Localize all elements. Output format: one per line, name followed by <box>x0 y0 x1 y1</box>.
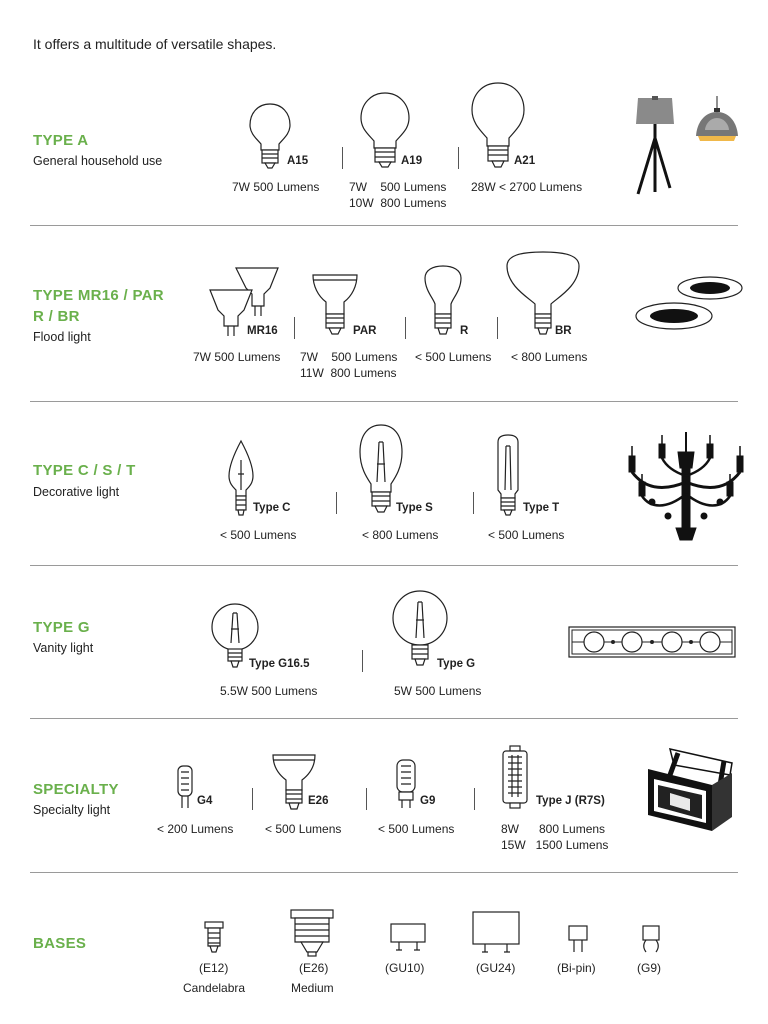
section-title-bases: BASES <box>33 935 87 952</box>
lumens-type-g: 5W 500 Lumens <box>394 684 482 698</box>
section-subtitle-specialty: Specialty light <box>33 803 111 817</box>
lumens-e26: < 500 Lumens <box>265 822 342 836</box>
r-bulb-icon <box>421 264 465 342</box>
lumens-a19-line2: 10W 800 Lumens <box>349 196 447 210</box>
bulb-label-par: PAR <box>353 325 377 337</box>
g4-bulb-icon <box>175 764 195 810</box>
divider <box>405 317 406 339</box>
divider <box>458 147 459 169</box>
section-divider <box>30 718 738 719</box>
recessed-light-icon <box>634 274 744 334</box>
lumens-type-t: < 500 Lumens <box>488 528 565 542</box>
bulb-label-a15: A15 <box>287 155 309 167</box>
section-subtitle-type-a: General household use <box>33 154 163 168</box>
gu24-base-icon <box>471 910 521 954</box>
e12-base-icon <box>202 920 226 956</box>
lumens-par-line2: 11W 800 Lumens <box>300 366 397 380</box>
divider <box>473 492 474 514</box>
divider <box>252 788 253 810</box>
base-code-g9: (G9) <box>637 961 661 975</box>
g9-bulb-icon <box>393 758 419 810</box>
bi-pin-base-icon <box>567 924 589 954</box>
section-divider <box>30 401 738 402</box>
gu10-base-icon <box>389 922 427 952</box>
vanity-bar-icon <box>568 626 736 658</box>
e26-base-icon <box>289 908 335 958</box>
section-title-specialty: SPECIALTY <box>33 781 119 798</box>
bulb-label-br: BR <box>555 325 572 337</box>
base-code-e26: (E26) <box>299 961 329 975</box>
lumens-par-line1: 7W 500 Lumens <box>300 350 398 364</box>
section-divider <box>30 225 738 226</box>
lumens-g4: < 200 Lumens <box>157 822 234 836</box>
floor-lamp-icon <box>630 96 680 196</box>
divider <box>474 788 475 810</box>
bulb-label-r: R <box>460 325 469 337</box>
divider <box>336 492 337 514</box>
base-code-bi-pin: (Bi-pin) <box>557 961 596 975</box>
g9-base-icon <box>640 924 662 954</box>
a15-bulb-icon <box>248 103 292 171</box>
lumens-type-c: < 500 Lumens <box>220 528 297 542</box>
bulb-label-type-t: Type T <box>523 502 560 514</box>
bulb-label-type-c: Type C <box>253 502 291 514</box>
base-code-gu10: (GU10) <box>385 961 425 975</box>
bulb-label-g4: G4 <box>197 795 213 807</box>
section-title-mr16-line1: TYPE MR16 / PAR <box>33 287 164 304</box>
chandelier-icon <box>622 432 750 542</box>
bulb-label-g9: G9 <box>420 795 436 807</box>
type-c-bulb-icon <box>226 440 256 520</box>
bulb-label-type-j: Type J (R7S) <box>536 795 605 807</box>
floodlight-icon <box>640 745 740 833</box>
lumens-r: < 500 Lumens <box>415 350 492 364</box>
lumens-type-j-line1: 8W 800 Lumens <box>501 822 606 836</box>
section-subtitle-type-g: Vanity light <box>33 641 94 655</box>
section-title-type-g: TYPE G <box>33 619 90 636</box>
lumens-a21: 28W < 2700 Lumens <box>471 180 583 194</box>
divider <box>366 788 367 810</box>
type-t-bulb-icon <box>494 434 522 518</box>
section-title-type-c: TYPE C / S / T <box>33 462 136 479</box>
section-subtitle-mr16: Flood light <box>33 330 91 344</box>
intro-text: It offers a multitude of versatile shapes. <box>33 36 277 52</box>
divider <box>497 317 498 339</box>
base-name-e26: Medium <box>291 981 334 995</box>
section-divider <box>30 565 738 566</box>
lumens-type-s: < 800 Lumens <box>362 528 439 542</box>
base-code-gu24: (GU24) <box>476 961 516 975</box>
lumens-a19-line1: 7W 500 Lumens <box>349 180 447 194</box>
lumens-type-j-line2: 15W 1500 Lumens <box>501 838 609 852</box>
base-code-e12: (E12) <box>199 961 229 975</box>
divider <box>294 317 295 339</box>
lumens-g9: < 500 Lumens <box>378 822 455 836</box>
type-j-bulb-icon <box>500 745 530 811</box>
pendant-lamp-icon <box>693 96 741 148</box>
lumens-mr16: 7W 500 Lumens <box>193 350 281 364</box>
bulb-label-a21: A21 <box>514 155 536 167</box>
section-subtitle-type-c: Decorative light <box>33 485 120 499</box>
bulb-label-a19: A19 <box>401 155 423 167</box>
lumens-type-g16: 5.5W 500 Lumens <box>220 684 318 698</box>
bulb-label-type-g: Type G <box>437 658 476 670</box>
divider <box>342 147 343 169</box>
section-title-mr16-line2: R / BR <box>33 308 80 325</box>
bulb-label-type-s: Type S <box>396 502 433 514</box>
section-divider <box>30 872 738 873</box>
divider <box>362 650 363 672</box>
lumens-br: < 800 Lumens <box>511 350 588 364</box>
section-title-type-a: TYPE A <box>33 132 89 149</box>
bulb-label-e26: E26 <box>308 795 329 807</box>
bulb-label-type-g16: Type G16.5 <box>249 658 310 670</box>
lumens-a15: 7W 500 Lumens <box>232 180 320 194</box>
bulb-label-mr16: MR16 <box>247 325 278 337</box>
base-name-e12: Candelabra <box>183 981 246 995</box>
